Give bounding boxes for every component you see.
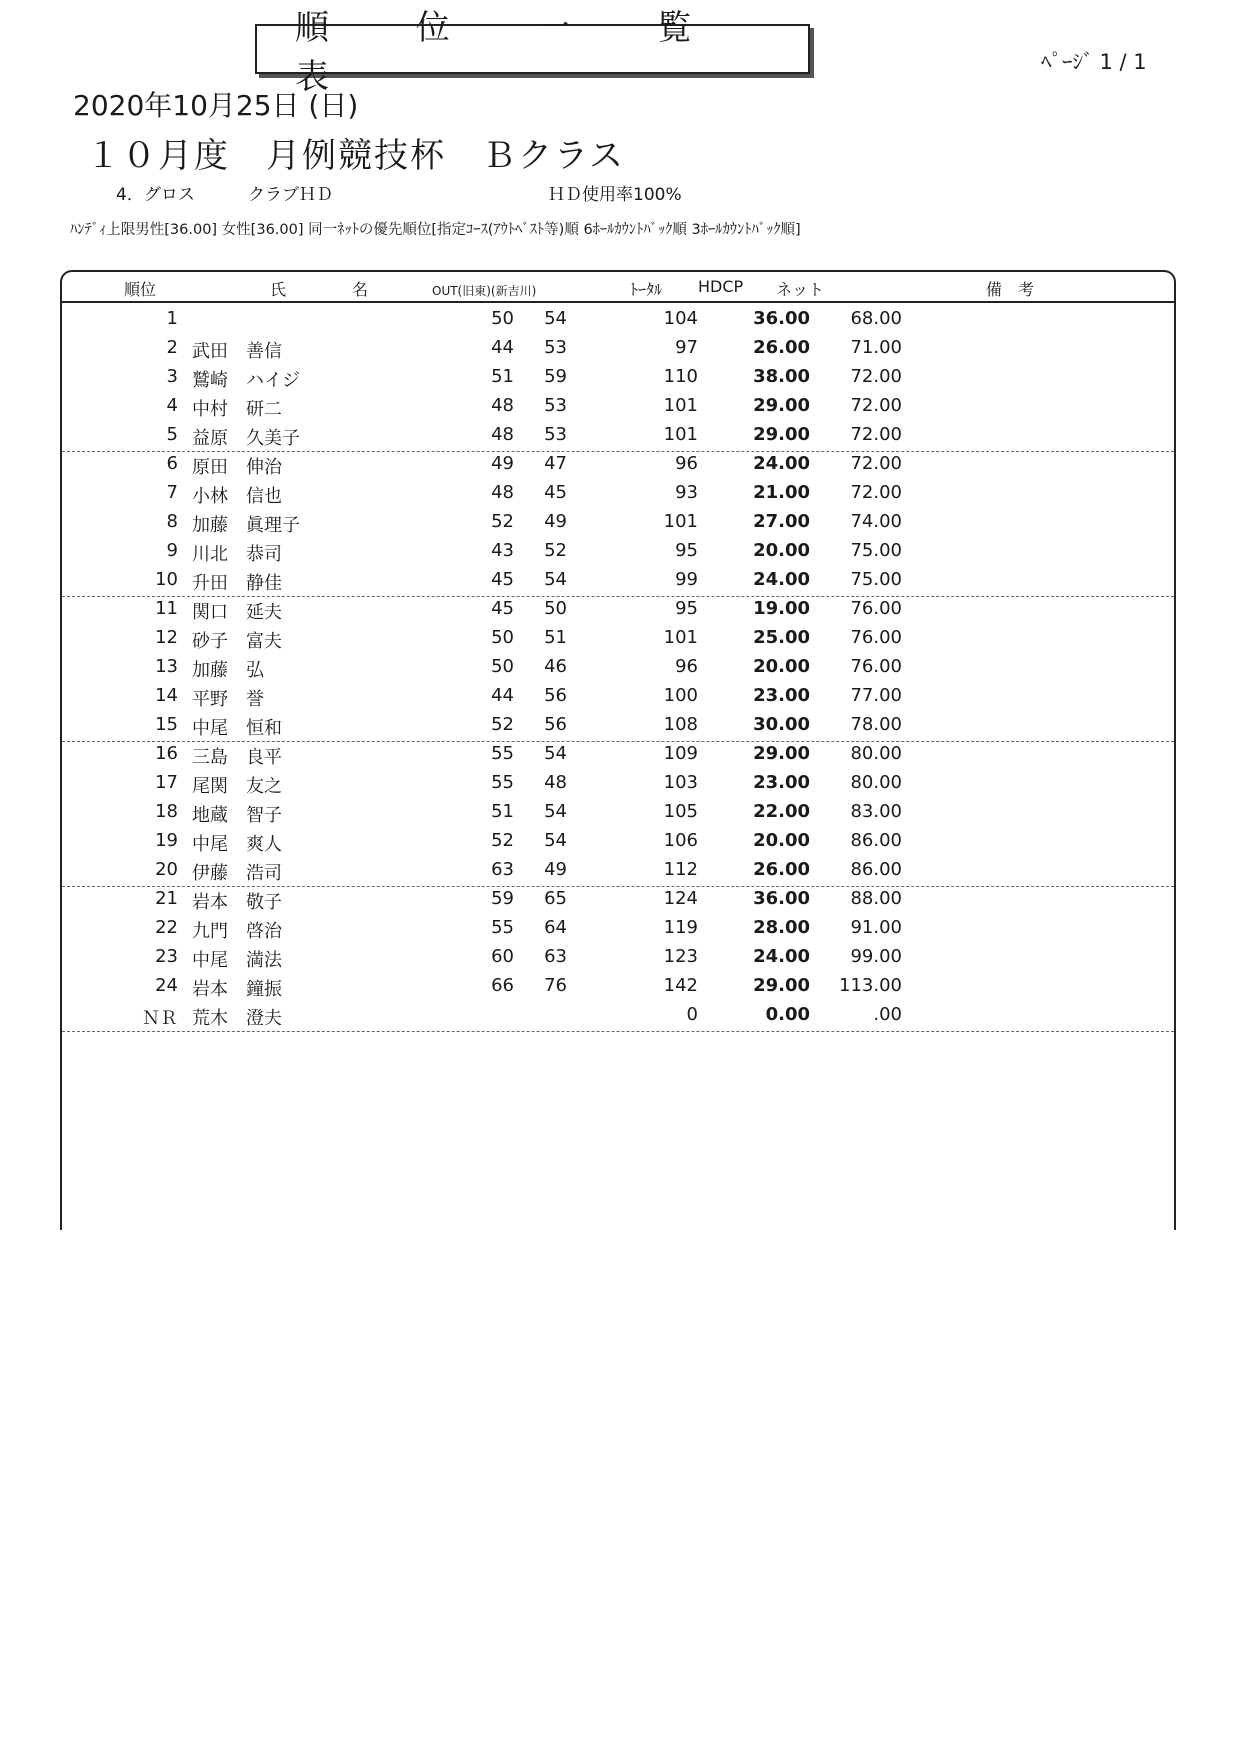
cell-rank: 6 [166,453,178,474]
page-value: 1 / 1 [1099,50,1147,74]
cell-name: 加藤 弘 [192,660,264,681]
cell-hdcp: 30.00 [753,714,810,735]
cell-hdcp: 0.00 [765,1004,810,1025]
table-row [62,798,1174,827]
table-row [62,769,1174,798]
cell-rank: 21 [155,888,178,909]
table-row [62,363,1174,392]
cell-rank: 11 [155,598,178,619]
cell-in: 46 [544,656,567,677]
table-row [62,827,1174,856]
event-date: 2020年10月25日 (日) [73,89,359,122]
cell-total: 101 [663,395,698,416]
cell-out: 51 [491,366,514,387]
cell-hdcp: 26.00 [753,859,810,880]
cell-hdcp: 29.00 [753,395,810,416]
header-net: ネット [776,280,825,299]
cell-total: 105 [663,801,698,822]
header-out-in: OUT(旧東)(新吉川) [432,284,537,298]
table-row [62,1001,1174,1030]
cell-in: 53 [544,337,567,358]
cell-rank: 2 [166,337,178,358]
cell-in: 47 [544,453,567,474]
cell-net: 72.00 [850,424,902,445]
cell-total: 123 [663,946,698,967]
cell-total: 95 [675,540,698,561]
cell-total: 95 [675,598,698,619]
cell-hdcp: 20.00 [753,540,810,561]
table-row [62,914,1174,943]
cell-in: 45 [544,482,567,503]
cell-in: 52 [544,540,567,561]
table-header [62,277,1174,303]
cell-hdcp: 23.00 [753,772,810,793]
table-row [62,450,1174,479]
handicap-rule: ﾊﾝﾃﾞｨ上限男性[36.00] 女性[36.00] 同一ﾈｯﾄの優先順位[指定ｺｰｽ(ｱｳﾄﾍﾞｽﾄ等)順 6ﾎｰﾙｶｳﾝﾄﾊﾞｯｸ順 3ﾎｰﾙｶｳﾝﾄﾊﾞｯｸ順] [70,222,801,238]
cell-rank: 14 [155,685,178,706]
cell-net: .00 [873,1004,902,1025]
hd-type: クラブＨＤ [248,185,333,205]
cell-net: 83.00 [850,801,902,822]
cell-total: 97 [675,337,698,358]
cell-name: 平野 誉 [192,689,264,710]
cell-in: 53 [544,395,567,416]
cell-total: 101 [663,627,698,648]
cell-total: 124 [663,888,698,909]
cell-hdcp: 24.00 [753,569,810,590]
table-row [62,566,1174,595]
cell-in: 49 [544,511,567,532]
cell-rank: 16 [155,743,178,764]
cell-name: 三島 良平 [192,747,282,768]
table-row [62,653,1174,682]
cell-hdcp: 20.00 [753,830,810,851]
cell-rank: 1 [166,308,178,329]
cell-name: 原田 伸治 [192,457,282,478]
cell-out: 52 [491,714,514,735]
cell-name: 益原 久美子 [192,428,300,449]
cell-name: 荒木 澄夫 [192,1008,282,1029]
cell-out: 52 [491,830,514,851]
cell-name: 武田 善信 [192,341,282,362]
table-row [62,624,1174,653]
hd-rate: ＨＤ使用率100% [548,185,682,205]
page-indicator [1035,46,1147,76]
cell-hdcp: 26.00 [753,337,810,358]
cell-out: 49 [491,453,514,474]
cell-net: 75.00 [850,540,902,561]
cell-out: 48 [491,395,514,416]
table-row [62,537,1174,566]
cell-hdcp: 20.00 [753,656,810,677]
cell-hdcp: 25.00 [753,627,810,648]
cell-in: 48 [544,772,567,793]
cell-in: 59 [544,366,567,387]
cell-hdcp: 29.00 [753,975,810,996]
cell-net: 75.00 [850,569,902,590]
cell-net: 76.00 [850,656,902,677]
cell-hdcp: 28.00 [753,917,810,938]
cell-total: 96 [675,453,698,474]
cell-total: 100 [663,685,698,706]
cell-name: 岩本 敬子 [192,892,282,913]
cell-hdcp: 24.00 [753,453,810,474]
cell-name: 鷲崎 ハイジ [192,370,300,391]
cell-out: 50 [491,308,514,329]
cell-net: 113.00 [839,975,902,996]
cell-in: 54 [544,569,567,590]
cell-total: 101 [663,424,698,445]
cell-out: 55 [491,772,514,793]
cell-net: 99.00 [850,946,902,967]
cell-rank: 10 [155,569,178,590]
cell-in: 50 [544,598,567,619]
cell-net: 77.00 [850,685,902,706]
cell-out: 51 [491,801,514,822]
cell-rank: 20 [155,859,178,880]
table-row [62,334,1174,363]
cell-total: 109 [663,743,698,764]
cell-rank: 18 [155,801,178,822]
header-rank: 順位 [124,280,157,299]
competition-title: １０月度 月例競技杯 Ｂクラス [86,136,625,176]
cell-name: 川北 恭司 [192,544,282,565]
cell-hdcp: 22.00 [753,801,810,822]
cell-rank: 23 [155,946,178,967]
cell-net: 76.00 [850,627,902,648]
table-row [62,740,1174,769]
cell-total: 112 [663,859,698,880]
cell-out: 50 [491,656,514,677]
cell-in: 54 [544,743,567,764]
cell-name: 中尾 爽人 [192,834,282,855]
cell-out: 44 [491,337,514,358]
header-hdcp: HDCP [698,277,744,296]
cell-total: 99 [675,569,698,590]
cell-rank: 7 [166,482,178,503]
cell-rank: 24 [155,975,178,996]
cell-total: 106 [663,830,698,851]
cell-in: 51 [544,627,567,648]
cell-name: 地蔵 智子 [192,805,282,826]
cell-name: 尾関 友之 [192,776,282,797]
cell-total: 101 [663,511,698,532]
header-name-first: 氏 [270,280,287,299]
cell-net: 68.00 [850,308,902,329]
table-row [62,479,1174,508]
cell-net: 88.00 [850,888,902,909]
cell-net: 71.00 [850,337,902,358]
table-row [62,972,1174,1001]
group-divider [62,1031,1174,1032]
document-title: 順 位 一 覧 表 [255,24,810,74]
cell-name: 九門 啓治 [192,921,282,942]
cell-hdcp: 29.00 [753,743,810,764]
cell-in: 54 [544,830,567,851]
cell-rank: 19 [155,830,178,851]
header-remarks: 備 考 [986,280,1035,299]
cell-net: 86.00 [850,830,902,851]
table-row [62,856,1174,885]
cell-in: 63 [544,946,567,967]
cell-rank: 9 [166,540,178,561]
table-row [62,421,1174,450]
table-row [62,305,1174,334]
cell-net: 86.00 [850,859,902,880]
cell-net: 72.00 [850,395,902,416]
cell-total: 103 [663,772,698,793]
cell-name: 小林 信也 [192,486,282,507]
cell-name: 中尾 恒和 [192,718,282,739]
table-row [62,885,1174,914]
cell-name: 中村 研二 [192,399,282,420]
header-name-last: 名 [352,280,369,299]
cell-total: 0 [686,1004,698,1025]
cell-hdcp: 29.00 [753,424,810,445]
cell-rank: 17 [155,772,178,793]
cell-hdcp: 36.00 [753,308,810,329]
cell-total: 110 [663,366,698,387]
table-row [62,711,1174,740]
cell-net: 78.00 [850,714,902,735]
cell-rank: 4 [166,395,178,416]
cell-hdcp: 36.00 [753,888,810,909]
cell-out: 48 [491,482,514,503]
order-type: 4．グロス [116,185,195,205]
cell-net: 80.00 [850,743,902,764]
cell-out: 63 [491,859,514,880]
cell-total: 96 [675,656,698,677]
cell-out: 43 [491,540,514,561]
cell-name: 升田 静佳 [192,573,282,594]
cell-total: 119 [663,917,698,938]
cell-out: 45 [491,598,514,619]
table-row [62,508,1174,537]
cell-rank: 13 [155,656,178,677]
cell-rank: ＮＲ [142,1008,178,1029]
cell-hdcp: 24.00 [753,946,810,967]
cell-hdcp: 19.00 [753,598,810,619]
cell-out: 48 [491,424,514,445]
cell-in: 56 [544,685,567,706]
cell-out: 45 [491,569,514,590]
cell-in: 65 [544,888,567,909]
table-row [62,595,1174,624]
cell-out: 55 [491,743,514,764]
cell-total: 93 [675,482,698,503]
cell-name: 砂子 富夫 [192,631,282,652]
cell-total: 142 [663,975,698,996]
cell-name: 関口 延夫 [192,602,282,623]
cell-hdcp: 21.00 [753,482,810,503]
cell-hdcp: 23.00 [753,685,810,706]
table-row [62,682,1174,711]
cell-name: 中尾 満法 [192,950,282,971]
cell-name: 岩本 鐘振 [192,979,282,1000]
cell-out: 66 [491,975,514,996]
cell-in: 49 [544,859,567,880]
cell-out: 59 [491,888,514,909]
cell-net: 91.00 [850,917,902,938]
cell-total: 108 [663,714,698,735]
cell-rank: 3 [166,366,178,387]
table-row [62,943,1174,972]
cell-rank: 5 [166,424,178,445]
header-total: ﾄｰﾀﾙ [630,280,663,299]
cell-rank: 15 [155,714,178,735]
cell-in: 54 [544,308,567,329]
page-label: ﾍﾟｰｼﾞ [1041,50,1094,74]
cell-net: 72.00 [850,482,902,503]
cell-out: 55 [491,917,514,938]
cell-net: 76.00 [850,598,902,619]
cell-net: 80.00 [850,772,902,793]
cell-net: 72.00 [850,366,902,387]
cell-name: 伊藤 浩司 [192,863,282,884]
cell-hdcp: 27.00 [753,511,810,532]
cell-in: 64 [544,917,567,938]
cell-out: 52 [491,511,514,532]
cell-net: 74.00 [850,511,902,532]
cell-name: 加藤 眞理子 [192,515,300,536]
table-row [62,392,1174,421]
cell-net: 72.00 [850,453,902,474]
cell-in: 76 [544,975,567,996]
cell-hdcp: 38.00 [753,366,810,387]
cell-total: 104 [663,308,698,329]
cell-rank: 12 [155,627,178,648]
cell-out: 44 [491,685,514,706]
cell-rank: 8 [166,511,178,532]
cell-in: 54 [544,801,567,822]
cell-out: 60 [491,946,514,967]
cell-in: 56 [544,714,567,735]
cell-out: 50 [491,627,514,648]
cell-in: 53 [544,424,567,445]
cell-rank: 22 [155,917,178,938]
